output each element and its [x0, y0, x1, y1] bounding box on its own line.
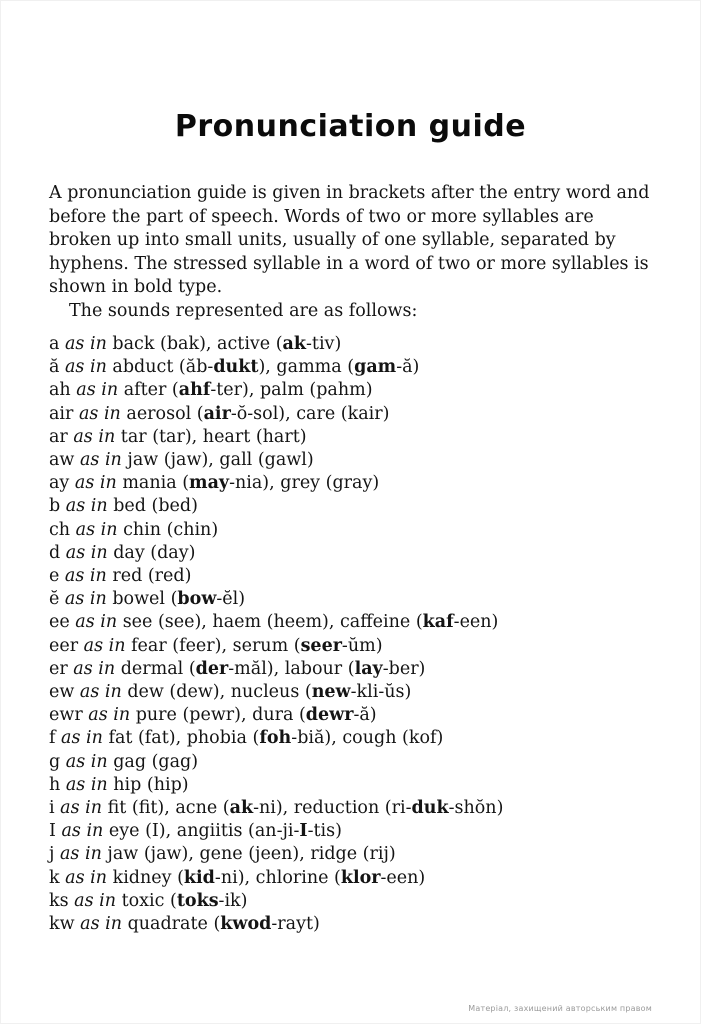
pronunciation-entry: kw as in quadrate (kwod-rayt) [49, 914, 320, 935]
pronunciation-entry: e as in red (red) [49, 566, 192, 587]
pronunciation-entry: d as in day (day) [49, 542, 196, 563]
pronunciation-entry: ewr as in pure (pewr), dura (dewr-ă) [49, 705, 377, 726]
pronunciation-entry: ah as in after (ahf-ter), palm (pahm) [49, 380, 373, 401]
pronunciation-entry: a as in back (bak), active (ak-tiv) [49, 334, 342, 354]
pronunciation-entry: ch as in chin (chin) [49, 519, 219, 540]
pronunciation-list [49, 333, 652, 936]
page-title: Pronunciation guide [174, 109, 527, 144]
copyright-watermark: Матеріал, захищений авторським правом [468, 1004, 652, 1013]
pronunciation-entry: ks as in toxic (toks-ik) [49, 890, 248, 911]
pronunciation-entry: aw as in jaw (jaw), gall (gawl) [49, 450, 314, 471]
pronunciation-entry: I as in eye (I), angiitis (an-ji-I-tis) [49, 821, 342, 842]
pronunciation-entry: ă as in abduct (ăb-dukt), gamma (gam-ă) [49, 357, 420, 378]
sounds-intro-line: The sounds represented are as follows: [69, 300, 418, 321]
pronunciation-entry: ĕ as in bowel (bow-ĕl) [49, 589, 246, 610]
pronunciation-entry: g as in gag (gag) [49, 751, 199, 772]
pronunciation-entry: ew as in dew (dew), nucleus (new-kli-ŭs) [49, 682, 412, 703]
intro-paragraph: A pronunciation guide is given in brackets after the entry word and before the part of speech. Words of two or more syllables are broken up into small units, usually of one syllable, separated by hyphens. The stressed syllable in a word of two or more syllables is shown in bold type. [49, 183, 650, 297]
pronunciation-entry: k as in kidney (kid-ni), chlorine (klor-een) [49, 867, 426, 888]
pronunciation-entry: air as in aerosol (air-ŏ-sol), care (kair) [49, 403, 390, 424]
pronunciation-entry: f as in fat (fat), phobia (foh-biă), cough (kof) [49, 728, 444, 749]
pronunciation-entry: j as in jaw (jaw), gene (jeen), ridge (rij) [49, 844, 396, 865]
pronunciation-entry: ee as in see (see), haem (heem), caffeine (kaf-een) [49, 612, 499, 633]
pronunciation-entry: er as in dermal (der-măl), labour (lay-ber) [49, 658, 426, 679]
pronunciation-entry: eer as in fear (feer), serum (seer-ŭm) [49, 635, 383, 656]
pronunciation-entry: b as in bed (bed) [49, 496, 198, 517]
pronunciation-entry: h as in hip (hip) [49, 774, 189, 795]
pronunciation-entry: ay as in mania (may-nia), grey (gray) [49, 473, 380, 494]
page-content [1, 1, 700, 936]
pronunciation-entry: ar as in tar (tar), heart (hart) [49, 426, 307, 447]
pronunciation-entry: i as in fit (fit), acne (ak-ni), reduction (ri-duk-shŏn) [49, 798, 504, 819]
